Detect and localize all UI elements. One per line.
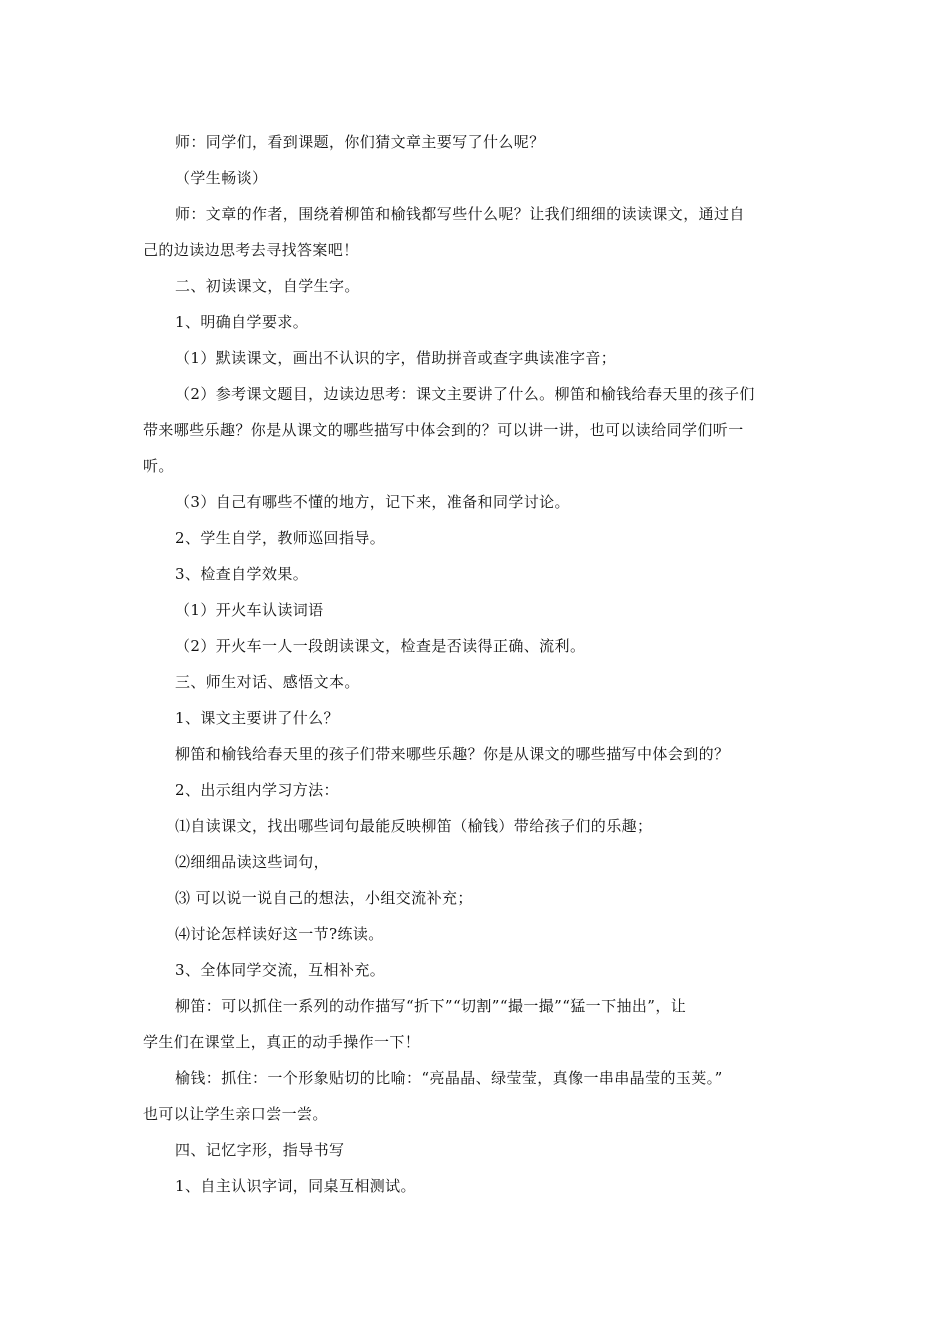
paragraph-line: ⑶ 可以说一说自己的想法，小组交流补充；	[175, 889, 473, 907]
paragraph-line: ⑷讨论怎样读好这一节?练读。	[175, 925, 384, 943]
paragraph-line: 也可以让学生亲口尝一尝。	[143, 1105, 328, 1123]
paragraph-line: 2、出示组内学习方法：	[175, 781, 339, 799]
section-heading: 三、师生对话、感悟文本。	[175, 673, 360, 691]
paragraph-line: 师：同学们，看到课题，你们猜文章主要写了什么呢？	[175, 133, 545, 151]
paragraph-line: 3、检查自学效果。	[175, 565, 309, 583]
paragraph-line: 1、课文主要讲了什么？	[175, 709, 339, 727]
paragraph-line: （1）开火车认读词语	[175, 601, 324, 619]
paragraph-line: （1）默读课文，画出不认识的字，借助拼音或查字典读准字音；	[175, 349, 617, 367]
paragraph-line: 师：文章的作者，围绕着柳笛和榆钱都写些什么呢？让我们细细的读读课文，通过自	[175, 205, 745, 223]
paragraph-line: （学生畅谈）	[175, 169, 268, 187]
paragraph-line: （2）开火车一人一段朗读课文，检查是否读得正确、流利。	[175, 637, 586, 655]
paragraph-line: 己的边读边思考去寻找答案吧！	[143, 241, 359, 259]
section-heading: 四、记忆字形，指导书写	[175, 1141, 345, 1159]
document-body	[143, 124, 811, 1204]
paragraph-line: 1、自主认识字词，同桌互相测试。	[175, 1177, 416, 1195]
paragraph-line: 学生们在课堂上，真正的动手操作一下！	[143, 1033, 421, 1051]
paragraph-line: （2）参考课文题目，边读边思考：课文主要讲了什么。柳笛和榆钱给春天里的孩子们	[175, 385, 755, 403]
paragraph-line: 带来哪些乐趣？你是从课文的哪些描写中体会到的？可以讲一讲，也可以读给同学们听一	[143, 421, 744, 439]
paragraph-line: 2、学生自学，教师巡回指导。	[175, 529, 386, 547]
paragraph-line: （3）自己有哪些不懂的地方，记下来，准备和同学讨论。	[175, 493, 570, 511]
paragraph-line: 听。	[143, 457, 174, 475]
paragraph-line: 3、全体同学交流，互相补充。	[175, 961, 386, 979]
paragraph-line: 1、明确自学要求。	[175, 313, 309, 331]
paragraph-line: ⑴自读课文，找出哪些词句最能反映柳笛（榆钱）带给孩子们的乐趣；	[175, 817, 653, 835]
paragraph-line: 柳笛：可以抓住一系列的动作描写“折下”“切割”“撮一撮”“猛一下抽出”，让	[175, 997, 687, 1015]
paragraph-line: 柳笛和榆钱给春天里的孩子们带来哪些乐趣？你是从课文的哪些描写中体会到的？	[175, 745, 730, 763]
section-heading: 二、初读课文，自学生字。	[175, 277, 360, 295]
paragraph-line: 榆钱：抓住：一个形象贴切的比喻：“亮晶晶、绿莹莹，真像一串串晶莹的玉荚。”	[175, 1069, 723, 1087]
paragraph-line: ⑵细细品读这些词句，	[175, 853, 330, 871]
